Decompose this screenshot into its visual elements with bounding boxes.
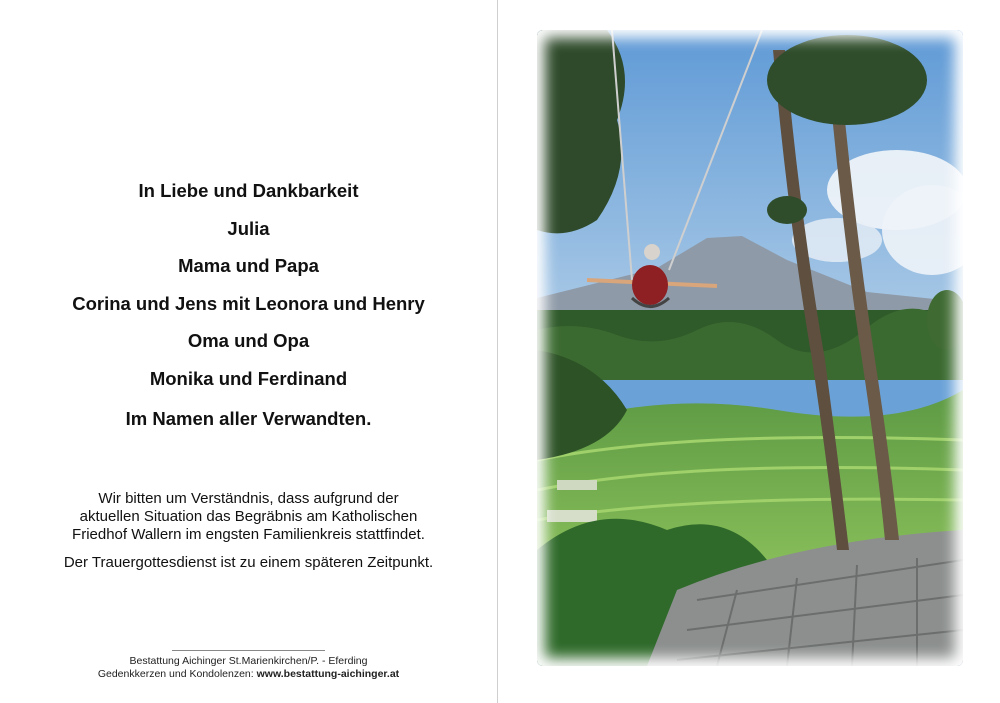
name-parents: Mama und Papa [178, 255, 319, 276]
tree-canopy [767, 35, 927, 125]
notice-line-1: Wir bitten um Verständnis, dass aufgrund der [98, 490, 399, 507]
notice-line-2: aktuellen Situation das Begräbnis am Katholischen [79, 508, 418, 525]
name-all-relatives: Im Namen aller Verwandten. [125, 408, 372, 429]
page-divider [497, 0, 498, 703]
person-head [644, 244, 660, 260]
name-julia: Julia [227, 217, 270, 239]
person-body [632, 265, 668, 305]
notice-service: Der Trauergottesdienst ist zu einem späteren Zeitpunkt. [63, 554, 434, 571]
footer-contact [0, 668, 497, 681]
footer-contact-label: Gedenkkerzen und Kondolenzen: [97, 668, 257, 680]
footer [0, 655, 497, 681]
heading-gratitude: In Liebe und Dankbarkeit [138, 180, 359, 201]
left-page [0, 0, 497, 703]
photo-illustration [537, 30, 963, 666]
name-siblings: Corina und Jens mit Leonora und Henry [72, 292, 425, 314]
footer-company: Bestattung Aichinger St.Marienkirchen/P. - Eferding [129, 655, 368, 667]
footer-website-link[interactable]: www.bestattung-aichinger.at [256, 668, 400, 680]
footer-rule [172, 650, 325, 651]
notice-line-3: Friedhof Wallern im engsten Familienkreis stattfindet. [72, 526, 425, 543]
names-block [0, 172, 497, 438]
name-relatives: Monika und Ferdinand [149, 367, 348, 389]
photo-swing-bali [537, 30, 963, 666]
notice-text [40, 490, 457, 572]
name-grandparents: Oma und Opa [187, 330, 310, 351]
